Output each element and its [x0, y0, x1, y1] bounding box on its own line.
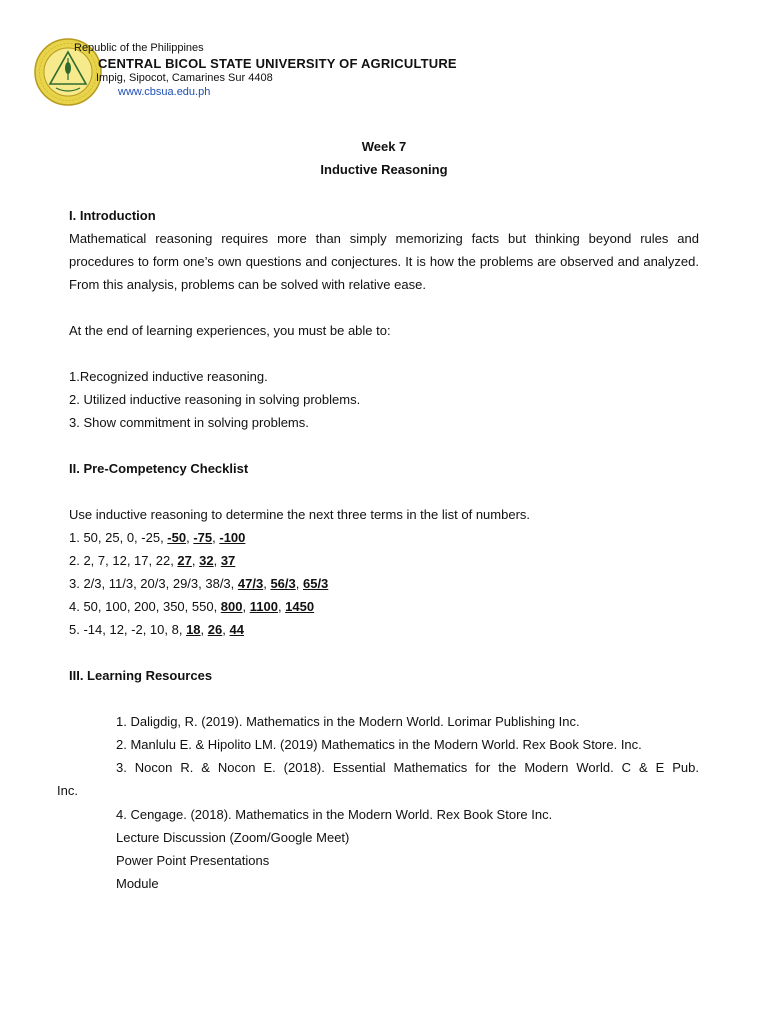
university-address: Impig, Sipocot, Camarines Sur 4408	[96, 72, 273, 84]
resource-item: 2. Manlulu E. & Hipolito LM. (2019) Mathematics in the Modern World. Rex Book Store. Inc.	[116, 737, 642, 752]
resource-item: 1. Daligdig, R. (2019). Mathematics in the Modern World. Lorimar Publishing Inc.	[116, 714, 580, 729]
resource-item	[57, 756, 699, 802]
checklist-item: 2. 2, 7, 12, 17, 22, 27, 32, 37	[69, 553, 236, 568]
answer-term: -100	[219, 530, 246, 545]
week-title: Week 7	[361, 139, 407, 154]
section-heading-introduction: I. Introduction	[69, 208, 156, 223]
section-heading-resources: III. Learning Resources	[69, 668, 213, 683]
checklist-item: 1. 50, 25, 0, -25, -50, -75, -100	[69, 530, 246, 545]
checklist-item: 3. 2/3, 11/3, 20/3, 29/3, 38/3, 47/3, 56/3, 65/3	[69, 576, 329, 591]
checklist-item: 4. 50, 100, 200, 350, 550, 800, 1100, 1450	[69, 599, 315, 614]
answer-term: 32	[199, 553, 214, 568]
university-name: CENTRAL BICOL STATE UNIVERSITY OF AGRICULTURE	[98, 55, 457, 71]
sequence-text: 2. 2, 7, 12, 17, 22,	[69, 553, 178, 568]
answer-term: 1100	[249, 599, 278, 614]
university-website-link[interactable]: www.cbsua.edu.ph	[118, 85, 211, 98]
answer-term: 37	[220, 553, 236, 568]
intro-paragraph: Mathematical reasoning requires more than simply memorizing facts but thinking beyond rules and procedures to form one’s own questions and conjectures. It is how the problems are observed and analyzed. From this analysis, problems can be solved with relative ease.	[69, 231, 699, 292]
resource-item: Lecture Discussion (Zoom/Google Meet)	[116, 830, 350, 845]
answer-term: 26	[207, 622, 223, 637]
checklist-item: 5. -14, 12, -2, 10, 8, 18, 26, 44	[69, 622, 244, 637]
objective-item: 2. Utilized inductive reasoning in solving problems.	[69, 392, 361, 407]
topic-title: Inductive Reasoning	[320, 162, 448, 177]
resource-item: Module	[116, 876, 159, 891]
answer-term: 1450	[285, 599, 315, 614]
sequence-text: 3. 2/3, 11/3, 20/3, 29/3, 38/3,	[69, 576, 238, 591]
sequence-text: 5. -14, 12, -2, 10, 8,	[69, 622, 187, 637]
republic-text: Republic of the Philippines	[74, 42, 204, 54]
resource-item: Power Point Presentations	[116, 853, 270, 868]
objective-item: 3. Show commitment in solving problems.	[69, 415, 309, 430]
resource-text-continued: Inc.	[57, 783, 78, 798]
answer-term: -75	[193, 530, 213, 545]
answer-term: 65/3	[302, 576, 329, 591]
answer-term: 47/3	[237, 576, 264, 591]
answer-term: 18	[186, 622, 201, 637]
section-heading-checklist: II. Pre-Competency Checklist	[69, 461, 249, 476]
answer-term: -50	[167, 530, 187, 545]
answer-term: 44	[229, 622, 244, 637]
answer-term: 27	[177, 553, 192, 568]
resource-text: 3. Nocon R. & Nocon E. (2018). Essential Mathematics for the Modern World. C & E Pub.	[116, 760, 699, 775]
objective-item: 1.Recognized inductive reasoning.	[69, 369, 268, 384]
sequence-text: 1. 50, 25, 0, -25,	[69, 530, 168, 545]
objectives-lead: At the end of learning experiences, you must be able to:	[69, 323, 391, 338]
sequence-text: 4. 50, 100, 200, 350, 550,	[69, 599, 221, 614]
checklist-instruction: Use inductive reasoning to determine the next three terms in the list of numbers.	[69, 507, 531, 522]
answer-term: 56/3	[270, 576, 296, 591]
letterhead	[74, 42, 457, 100]
resource-item: 4. Cengage. (2018). Mathematics in the Modern World. Rex Book Store Inc.	[116, 807, 553, 822]
answer-term: 800	[220, 599, 243, 614]
